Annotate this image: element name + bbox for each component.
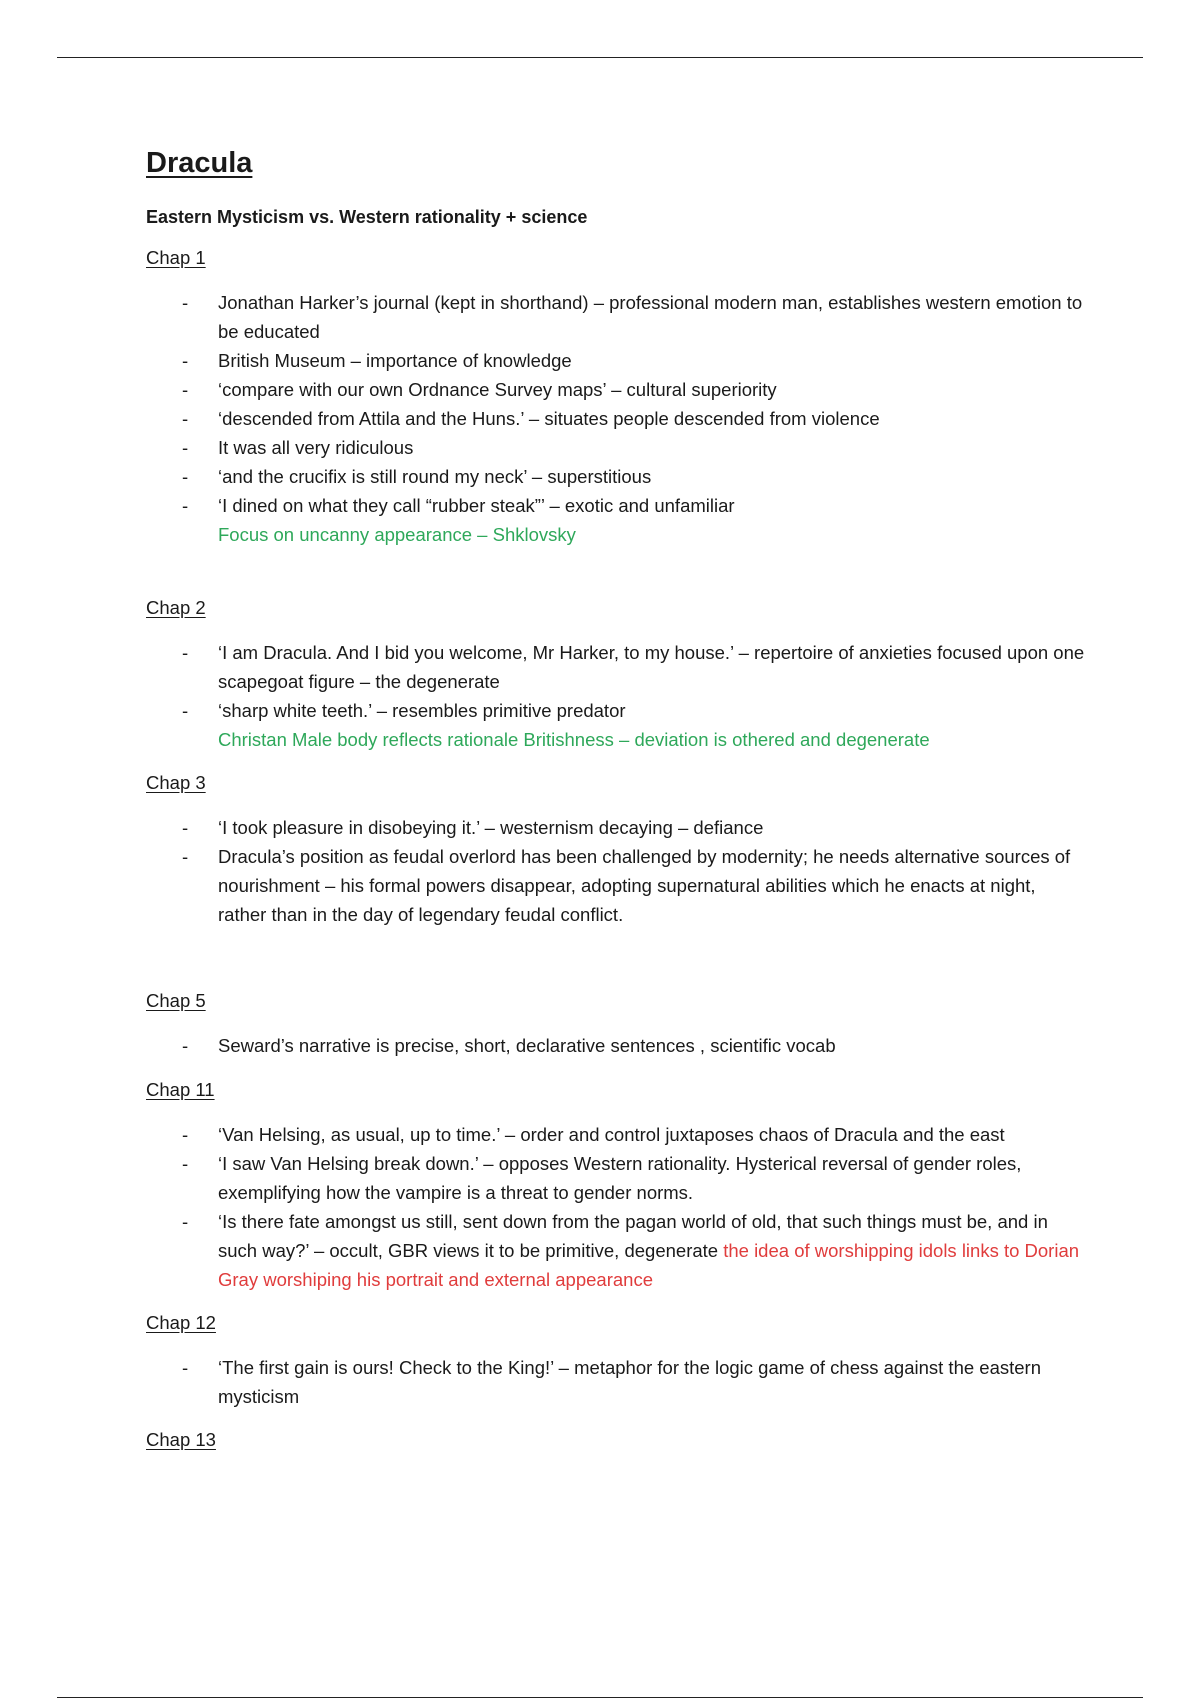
- bullet-list: [146, 638, 1086, 725]
- green-note: Christan Male body reflects rationale Britishness – deviation is othered and degenerate: [218, 729, 930, 750]
- chap-heading: Chap 2: [146, 597, 206, 618]
- section-chap-12: [146, 1311, 1086, 1411]
- doc-title: Dracula: [146, 147, 253, 179]
- bullet-list: [146, 288, 1086, 520]
- doc-subtitle: Eastern Mysticism vs. Western rationality + science: [146, 207, 588, 227]
- section-chap-11: [146, 1078, 1086, 1294]
- list-item: - ‘Van Helsing, as usual, up to time.’ – order and control juxtaposes chaos of Dracula and the east: [182, 1124, 1005, 1145]
- chap-heading: Chap 12: [146, 1312, 216, 1333]
- list-item: - British Museum – importance of knowledge: [182, 350, 572, 371]
- list-item: - ‘Is there fate amongst us still, sent down from the pagan world of old, that such things must be, and in such way?’ – occult, GBR views it to be primitive, degenerate the idea of worshipping idols links to Dorian Gray worshiping his portrait and external appearance: [182, 1211, 1080, 1290]
- list-item: - It was all very ridiculous: [182, 437, 414, 458]
- list-item: - Jonathan Harker’s journal (kept in shorthand) – professional modern man, establishes western emotion to be educated: [182, 292, 1083, 342]
- bullet-list: [146, 1353, 1086, 1411]
- red-note: the idea of worshipping idols links to Dorian Gray worshiping his portrait and external appearance: [218, 1240, 1080, 1290]
- bullet-list: [146, 1120, 1086, 1294]
- green-note: Focus on uncanny appearance – Shklovsky: [218, 524, 576, 545]
- list-item: - ‘compare with our own Ordnance Survey maps’ – cultural superiority: [182, 379, 777, 400]
- chap-heading: Chap 1: [146, 247, 206, 268]
- top-rule: [57, 57, 1143, 58]
- list-item: - ‘I am Dracula. And I bid you welcome, Mr Harker, to my house.’ – repertoire of anxieties focused upon one scapegoat figure – the degenerate: [182, 642, 1085, 692]
- list-item: - ‘I dined on what they call “rubber steak”’ – exotic and unfamiliar: [182, 495, 735, 516]
- list-item: - ‘I took pleasure in disobeying it.’ – westernism decaying – defiance: [182, 817, 764, 838]
- section-chap-5: [146, 989, 1086, 1060]
- list-item: - ‘sharp white teeth.’ – resembles primitive predator: [182, 700, 626, 721]
- bullet-list: [146, 1031, 1086, 1060]
- list-item: - ‘descended from Attila and the Huns.’ – situates people descended from violence: [182, 408, 880, 429]
- chap-heading: Chap 11: [146, 1079, 215, 1100]
- list-item: - ‘The first gain is ours! Check to the King!’ – metaphor for the logic game of chess against the eastern mysticism: [182, 1357, 1041, 1407]
- section-chap-13: [146, 1428, 1086, 1452]
- chap-heading: Chap 3: [146, 772, 206, 793]
- chap-heading: Chap 13: [146, 1429, 216, 1450]
- list-item: - Dracula’s position as feudal overlord has been challenged by modernity; he needs alternative sources of nourishment – his formal powers disappear, adopting supernatural abilities which he enacts at night, rather than in the day of legendary feudal conflict.: [182, 846, 1071, 925]
- document-body: [146, 146, 1086, 1452]
- chap-heading: Chap 5: [146, 990, 206, 1011]
- list-item: - ‘and the crucifix is still round my neck’ – superstitious: [182, 466, 652, 487]
- bullet-list: [146, 813, 1086, 929]
- section-chap-3: [146, 771, 1086, 929]
- bottom-rule: [57, 1697, 1143, 1698]
- list-item: - ‘I saw Van Helsing break down.’ – opposes Western rationality. Hysterical reversal of gender roles, exemplifying how the vampire is a threat to gender norms.: [182, 1153, 1022, 1203]
- section-chap-1: [146, 246, 1086, 549]
- section-chap-2: [146, 596, 1086, 754]
- list-item: - Seward’s narrative is precise, short, declarative sentences , scientific vocab: [182, 1035, 836, 1056]
